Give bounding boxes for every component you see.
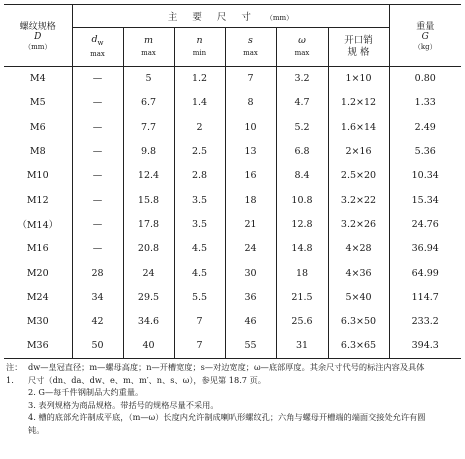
cell-s: 46 xyxy=(225,309,276,333)
cell-n: 3.5 xyxy=(174,212,225,236)
cell-D: M20 xyxy=(4,261,72,285)
cell-dw: — xyxy=(72,139,123,163)
cell-n: 3.5 xyxy=(174,188,225,212)
table-row xyxy=(4,237,461,261)
cell-s: 36 xyxy=(225,285,276,309)
cell-pin: 1.2×12 xyxy=(340,97,377,109)
table-row xyxy=(4,67,461,91)
cell-G: 0.80 xyxy=(389,67,461,91)
cell-G: 233.2 xyxy=(389,309,461,333)
cell-G: 24.76 xyxy=(389,212,461,236)
cell-w: 18 xyxy=(276,261,328,285)
cell-G: 114.7 xyxy=(389,285,461,309)
cell-s: 18 xyxy=(225,188,276,212)
cell-n: 4.5 xyxy=(174,261,225,285)
main-dimensions-header: 主 要 尺 寸 （mm） xyxy=(72,5,389,28)
cell-m: 24 xyxy=(123,261,174,285)
col-n-header: n min xyxy=(174,28,225,67)
cell-n: 2.5 xyxy=(174,139,225,163)
cell-dw: — xyxy=(72,212,123,236)
cell-s: 30 xyxy=(225,261,276,285)
cell-D: M8 xyxy=(4,139,72,163)
cell-pin: 5×40 xyxy=(345,291,372,303)
cell-D: M24 xyxy=(4,285,72,309)
note-3: 3. 表列规格为商品规格。带括号的规格尽量不采用。 xyxy=(28,399,219,410)
cell-n: 4.5 xyxy=(174,237,225,261)
cell-w: 12.8 xyxy=(276,212,328,236)
cell-s: 10 xyxy=(225,115,276,139)
cell-w: 6.8 xyxy=(276,139,328,163)
cell-G: 1.33 xyxy=(389,91,461,115)
cell-G: 2.49 xyxy=(389,115,461,139)
cell-w: 31 xyxy=(276,334,328,358)
table-row xyxy=(4,188,461,212)
cell-n: 2 xyxy=(174,115,225,139)
cell-D: M4 xyxy=(4,67,72,91)
cell-n: 7 xyxy=(174,334,225,358)
col-omega-header: ω max xyxy=(276,28,328,67)
note-1: 注：1. dw—皇冠直径；m—螺母高度；n—开槽宽度；s—对边宽度；ω—底部厚度。其余尺寸代号的标注内容及具体 尺寸（dn、da、dw、e、m、m′、n、s、ω），参见第 18.7 页。 xyxy=(6,362,425,385)
cell-s: 21 xyxy=(225,212,276,236)
cell-G: 36.94 xyxy=(389,237,461,261)
thread-header: 螺纹规格 D （mm） xyxy=(4,5,72,67)
cell-D: M5 xyxy=(4,91,72,115)
cell-w: 10.8 xyxy=(276,188,328,212)
spec-table xyxy=(4,4,461,359)
cell-m: 29.5 xyxy=(123,285,174,309)
cell-D: M36 xyxy=(4,334,72,358)
cell-s: 8 xyxy=(225,91,276,115)
cell-s: 13 xyxy=(225,139,276,163)
cell-D: M10 xyxy=(4,164,72,188)
header-row-top xyxy=(4,5,461,28)
cell-pin: 2.5×20 xyxy=(340,170,377,182)
cell-s: 7 xyxy=(225,67,276,91)
cell-w: 14.8 xyxy=(276,237,328,261)
cell-pin: 3.2×26 xyxy=(340,218,377,230)
cell-m: 12.4 xyxy=(123,164,174,188)
cell-pin: 4×28 xyxy=(345,243,372,255)
cell-w: 8.4 xyxy=(276,164,328,188)
cell-m: 17.8 xyxy=(123,212,174,236)
cell-D: M6 xyxy=(4,115,72,139)
cell-pin: 1.6×14 xyxy=(340,121,377,133)
table-row xyxy=(4,334,461,358)
cell-G: 64.99 xyxy=(389,261,461,285)
cell-dw: 28 xyxy=(72,261,123,285)
cell-w: 25.6 xyxy=(276,309,328,333)
cell-pin: 4×36 xyxy=(345,267,372,279)
cell-w: 5.2 xyxy=(276,115,328,139)
cell-pin: 1×10 xyxy=(345,73,372,85)
table-row xyxy=(4,212,461,236)
cell-m: 40 xyxy=(123,334,174,358)
cell-s: 24 xyxy=(225,237,276,261)
cell-n: 5.5 xyxy=(174,285,225,309)
col-pin-header: 开口销 规 格 xyxy=(344,35,373,58)
table-row xyxy=(4,261,461,285)
table-row xyxy=(4,115,461,139)
cell-G: 15.34 xyxy=(389,188,461,212)
cell-G: 5.36 xyxy=(389,139,461,163)
cell-pin: 2×16 xyxy=(345,146,372,158)
cell-m: 6.7 xyxy=(123,91,174,115)
cell-dw: — xyxy=(72,164,123,188)
cell-dw: 34 xyxy=(72,285,123,309)
cell-m: 5 xyxy=(123,67,174,91)
cell-G: 394.3 xyxy=(389,334,461,358)
note-4: 4. 槽的底部允许制成平底，（m—ω）长度内允许制成喇叭形螺纹孔；六角与螺母开槽端的端面交接处允许有圆 钝。 xyxy=(28,412,426,435)
cell-pin: 6.3×65 xyxy=(340,340,377,352)
table-body xyxy=(4,67,461,359)
table-row xyxy=(4,309,461,333)
table-row xyxy=(4,285,461,309)
cell-D: M30 xyxy=(4,309,72,333)
footnotes xyxy=(6,361,461,437)
table-row xyxy=(4,91,461,115)
cell-n: 1.2 xyxy=(174,67,225,91)
cell-dw: — xyxy=(72,188,123,212)
cell-dw: — xyxy=(72,67,123,91)
cell-D: M12 xyxy=(4,188,72,212)
cell-D: （M14） xyxy=(4,212,72,236)
cell-m: 15.8 xyxy=(123,188,174,212)
col-dw-header: $d_w$ max xyxy=(72,28,123,67)
cell-m: 20.8 xyxy=(123,237,174,261)
cell-m: 9.8 xyxy=(123,139,174,163)
cell-m: 34.6 xyxy=(123,309,174,333)
cell-n: 2.8 xyxy=(174,164,225,188)
cell-D: M16 xyxy=(4,237,72,261)
table-row xyxy=(4,164,461,188)
cell-dw: 42 xyxy=(72,309,123,333)
cell-pin: 3.2×22 xyxy=(340,194,377,206)
cell-G: 10.34 xyxy=(389,164,461,188)
cell-pin: 6.3×50 xyxy=(340,316,377,328)
cell-dw: 50 xyxy=(72,334,123,358)
note-2: 2. G—每千件钢制品大约重量。 xyxy=(28,387,144,398)
cell-dw: — xyxy=(72,237,123,261)
weight-header: 重量 G （kg） xyxy=(389,5,461,67)
cell-n: 1.4 xyxy=(174,91,225,115)
cell-s: 16 xyxy=(225,164,276,188)
col-s-header: s max xyxy=(225,28,276,67)
cell-m: 7.7 xyxy=(123,115,174,139)
cell-dw: — xyxy=(72,91,123,115)
cell-w: 4.7 xyxy=(276,91,328,115)
cell-dw: — xyxy=(72,115,123,139)
cell-s: 55 xyxy=(225,334,276,358)
cell-n: 7 xyxy=(174,309,225,333)
cell-w: 3.2 xyxy=(276,67,328,91)
col-m-header: m max xyxy=(123,28,174,67)
cell-w: 21.5 xyxy=(276,285,328,309)
table-row xyxy=(4,139,461,163)
